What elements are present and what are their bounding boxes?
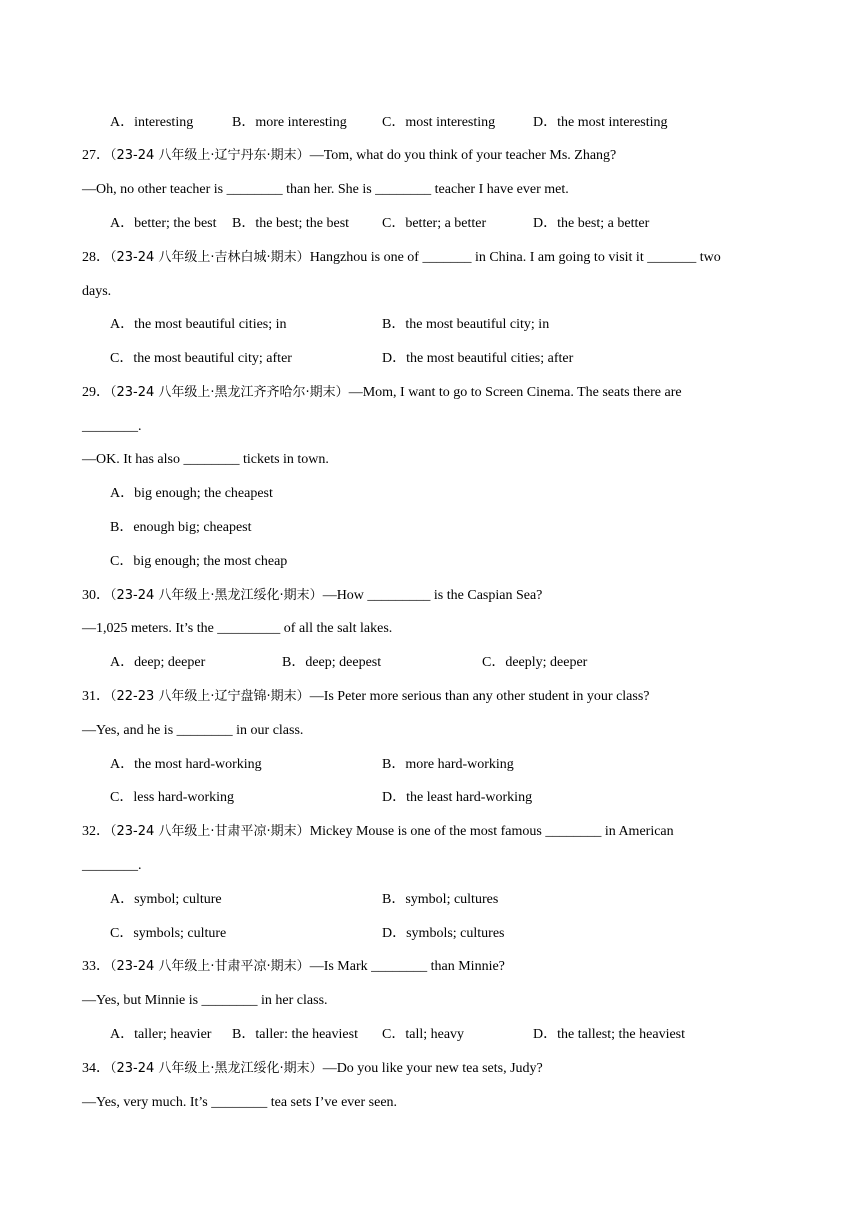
question-text: —Is Mark ________ than Minnie? [309, 959, 505, 974]
question-number: 28． [82, 250, 110, 265]
option-b: B．symbol; cultures [382, 892, 499, 907]
question-text: —Is Peter more serious than any other student in your class? [309, 689, 650, 704]
option-b: B．deep; deepest [282, 655, 382, 670]
question-number: 27． [82, 148, 110, 163]
question-29-line2: ________. [82, 419, 142, 434]
question-32-line2: ________. [82, 858, 142, 873]
question-source: （23-24 八年级上·辽宁丹东·期末） [110, 148, 310, 163]
option-b: B．taller: the heaviest [232, 1027, 358, 1042]
question-30-stem [82, 587, 542, 605]
question-source: （22-23 八年级上·辽宁盘锦·期末） [110, 689, 310, 704]
question-number: 29． [82, 385, 110, 400]
option-b: B．enough big; cheapest [110, 520, 252, 535]
question-number: 30． [82, 588, 110, 603]
option-d: D．symbols; cultures [382, 926, 505, 941]
option-d: D．the most beautiful cities; after [382, 351, 574, 366]
option-a: A．interesting [110, 115, 194, 130]
question-33-stem [82, 958, 505, 976]
option-a: A．taller; heavier [110, 1027, 212, 1042]
question-27-stem [82, 147, 616, 165]
option-c: C．big enough; the most cheap [110, 554, 288, 569]
option-c: C．tall; heavy [382, 1027, 465, 1042]
question-source: （23-24 八年级上·黑龙江绥化·期末） [110, 1061, 323, 1076]
option-b: B．the most beautiful city; in [382, 317, 550, 332]
option-c: C．deeply; deeper [482, 655, 588, 670]
option-b: B．more hard-working [382, 757, 514, 772]
question-source: （23-24 八年级上·黑龙江绥化·期末） [110, 588, 323, 603]
question-34-line2: —Yes, very much. It’s ________ tea sets I’ve ever seen. [82, 1095, 398, 1110]
option-c: C．less hard-working [110, 790, 235, 805]
question-text: —Do you like your new tea sets, Judy? [322, 1061, 543, 1076]
option-d: D．the most interesting [533, 115, 668, 130]
question-text: —Mom, I want to go to Screen Cinema. The seats there are [348, 385, 682, 400]
question-28-line2: days. [82, 284, 112, 299]
question-27-line2: —Oh, no other teacher is ________ than her. She is ________ teacher I have ever met. [82, 182, 569, 197]
option-c: C．the most beautiful city; after [110, 351, 292, 366]
question-number: 31． [82, 689, 110, 704]
question-source: （23-24 八年级上·甘肃平凉·期末） [110, 959, 310, 974]
option-d: D．the tallest; the heaviest [533, 1027, 686, 1042]
question-number: 32． [82, 824, 110, 839]
question-34-stem [82, 1060, 543, 1078]
question-source: （23-24 八年级上·甘肃平凉·期末） [110, 824, 310, 839]
question-29-stem [82, 384, 682, 402]
option-b: B．the best; the best [232, 216, 350, 231]
question-33-line2: —Yes, but Minnie is ________ in her class. [82, 993, 328, 1008]
question-number: 33． [82, 959, 110, 974]
question-31-line2: —Yes, and he is ________ in our class. [82, 723, 304, 738]
question-number: 34． [82, 1061, 110, 1076]
question-source: （23-24 八年级上·黑龙江齐齐哈尔·期末） [110, 385, 349, 400]
option-b: B．more interesting [232, 115, 347, 130]
option-d: D．the least hard-working [382, 790, 533, 805]
option-c: C．better; a better [382, 216, 487, 231]
question-28-stem [82, 249, 721, 267]
question-30-line2: —1,025 meters. It’s the _________ of all the salt lakes. [82, 621, 393, 636]
question-29-line3: —OK. It has also ________ tickets in town. [82, 452, 329, 467]
question-text: —How _________ is the Caspian Sea? [322, 588, 543, 603]
option-a: A．big enough; the cheapest [110, 486, 273, 501]
option-c: C．most interesting [382, 115, 496, 130]
option-a: A．deep; deeper [110, 655, 206, 670]
question-32-stem [82, 823, 674, 841]
option-a: A．the most hard-working [110, 757, 262, 772]
question-text: Mickey Mouse is one of the most famous ________ in American [309, 824, 674, 839]
option-a: A．the most beautiful cities; in [110, 317, 287, 332]
question-text: Hangzhou is one of _______ in China. I am going to visit it _______ two [309, 250, 721, 265]
option-a: A．symbol; culture [110, 892, 222, 907]
question-source: （23-24 八年级上·吉林白城·期末） [110, 250, 310, 265]
option-c: C．symbols; culture [110, 926, 227, 941]
question-31-stem [82, 688, 650, 706]
option-d: D．the best; a better [533, 216, 650, 231]
question-text: —Tom, what do you think of your teacher Ms. Zhang? [309, 148, 617, 163]
option-a: A．better; the best [110, 216, 217, 231]
